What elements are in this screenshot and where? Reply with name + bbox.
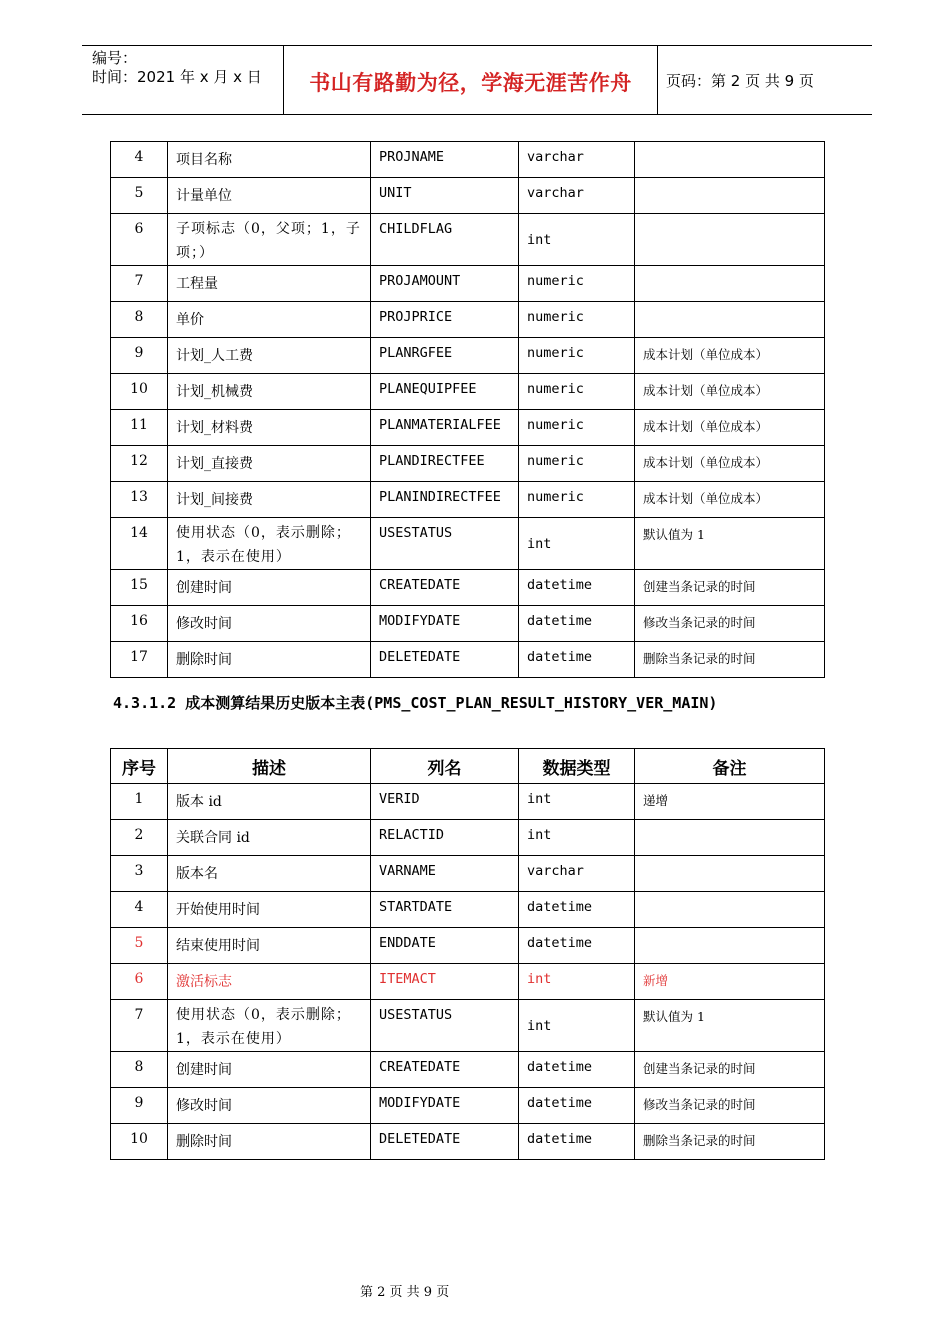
row-note — [635, 820, 825, 856]
row-description: 开始使用时间 — [168, 892, 371, 928]
table-row — [111, 606, 825, 642]
row-column-name: MODIFYDATE — [371, 606, 519, 642]
table-row — [111, 142, 825, 178]
row-number: 4 — [111, 892, 168, 928]
row-data-type: int — [519, 964, 635, 1000]
row-data-type: datetime — [519, 606, 635, 642]
row-column-name: STARTDATE — [371, 892, 519, 928]
table-row — [111, 856, 825, 892]
row-note — [635, 214, 825, 266]
row-column-name: USESTATUS — [371, 518, 519, 570]
row-data-type: datetime — [519, 892, 635, 928]
page-header — [82, 45, 872, 115]
row-description: 版本 id — [168, 784, 371, 820]
row-note: 默认值为 1 — [635, 1000, 825, 1052]
row-note — [635, 892, 825, 928]
history-version-table — [110, 748, 825, 1160]
row-description: 创建时间 — [168, 1052, 371, 1088]
row-number: 3 — [111, 856, 168, 892]
header-seq: 序号 — [111, 749, 168, 784]
row-column-name: VERID — [371, 784, 519, 820]
row-note — [635, 302, 825, 338]
row-note: 成本计划（单位成本） — [635, 338, 825, 374]
row-description: 关联合同 id — [168, 820, 371, 856]
row-column-name: CREATEDATE — [371, 570, 519, 606]
row-note — [635, 928, 825, 964]
row-column-name: PROJPRICE — [371, 302, 519, 338]
row-data-type: datetime — [519, 570, 635, 606]
section-heading: 4.3.1.2 成本测算结果历史版本主表(PMS_COST_PLAN_RESULT_HISTORY_VER_MAIN) — [113, 694, 718, 712]
table-row — [111, 1052, 825, 1088]
header-desc: 描述 — [168, 749, 371, 784]
row-number: 10 — [111, 1124, 168, 1160]
row-description: 激活标志 — [168, 964, 371, 1000]
row-data-type: datetime — [519, 1088, 635, 1124]
table-row — [111, 446, 825, 482]
row-data-type: numeric — [519, 374, 635, 410]
table-row — [111, 1000, 825, 1052]
row-description: 工程量 — [168, 266, 371, 302]
row-column-name: USESTATUS — [371, 1000, 519, 1052]
row-number: 15 — [111, 570, 168, 606]
row-number: 17 — [111, 642, 168, 678]
row-description: 版本名 — [168, 856, 371, 892]
row-data-type: datetime — [519, 928, 635, 964]
row-number: 10 — [111, 374, 168, 410]
row-data-type: datetime — [519, 642, 635, 678]
row-number: 6 — [111, 214, 168, 266]
row-number: 1 — [111, 784, 168, 820]
row-note: 递增 — [635, 784, 825, 820]
header-note: 备注 — [635, 749, 825, 784]
row-column-name: RELACTID — [371, 820, 519, 856]
table-row — [111, 820, 825, 856]
row-description: 子项标志（0，父项；1，子项；） — [168, 214, 371, 266]
header-slogan-cell — [284, 46, 658, 114]
header-page-info: 页码：第 2 页 共 9 页 — [666, 72, 814, 90]
row-note — [635, 142, 825, 178]
row-description: 结束使用时间 — [168, 928, 371, 964]
row-data-type: int — [519, 1000, 635, 1052]
row-description: 计量单位 — [168, 178, 371, 214]
row-note — [635, 266, 825, 302]
page-footer: 第 2 页 共 9 页 — [360, 1285, 450, 1300]
row-note: 成本计划（单位成本） — [635, 446, 825, 482]
row-column-name: PLANMATERIALFEE — [371, 410, 519, 446]
row-column-name: PLANDIRECTFEE — [371, 446, 519, 482]
row-column-name: VARNAME — [371, 856, 519, 892]
row-number: 7 — [111, 266, 168, 302]
table-row — [111, 410, 825, 446]
table-row — [111, 338, 825, 374]
table-row — [111, 518, 825, 570]
row-column-name: DELETEDATE — [371, 642, 519, 678]
row-description: 删除时间 — [168, 642, 371, 678]
table-row — [111, 266, 825, 302]
table-row — [111, 784, 825, 820]
table-row — [111, 374, 825, 410]
row-number: 16 — [111, 606, 168, 642]
field-table-body — [111, 142, 825, 678]
row-description: 计划_直接费 — [168, 446, 371, 482]
row-data-type: numeric — [519, 446, 635, 482]
row-data-type: int — [519, 820, 635, 856]
header-meta-cell — [82, 46, 284, 114]
row-data-type: varchar — [519, 178, 635, 214]
row-note: 修改当条记录的时间 — [635, 606, 825, 642]
row-note — [635, 178, 825, 214]
table-row — [111, 214, 825, 266]
row-number: 14 — [111, 518, 168, 570]
row-description: 使用状态（0，表示删除；1，表示在使用） — [168, 518, 371, 570]
row-data-type: numeric — [519, 266, 635, 302]
row-column-name: ITEMACT — [371, 964, 519, 1000]
row-data-type: numeric — [519, 482, 635, 518]
row-column-name: CREATEDATE — [371, 1052, 519, 1088]
row-description: 使用状态（0，表示删除；1，表示在使用） — [168, 1000, 371, 1052]
row-data-type: int — [519, 518, 635, 570]
table-row — [111, 1088, 825, 1124]
table-header-row — [111, 749, 825, 784]
row-data-type: datetime — [519, 1052, 635, 1088]
row-number: 9 — [111, 338, 168, 374]
row-note: 创建当条记录的时间 — [635, 570, 825, 606]
row-data-type: datetime — [519, 1124, 635, 1160]
table-row — [111, 1124, 825, 1160]
row-data-type: int — [519, 214, 635, 266]
row-description: 修改时间 — [168, 606, 371, 642]
row-note: 默认值为 1 — [635, 518, 825, 570]
table-row — [111, 570, 825, 606]
history-table-body — [111, 784, 825, 1160]
row-description: 修改时间 — [168, 1088, 371, 1124]
row-note: 新增 — [635, 964, 825, 1000]
row-column-name: MODIFYDATE — [371, 1088, 519, 1124]
table-row — [111, 642, 825, 678]
row-note: 成本计划（单位成本） — [635, 374, 825, 410]
header-page-cell — [658, 46, 872, 114]
row-column-name: PROJAMOUNT — [371, 266, 519, 302]
row-note: 成本计划（单位成本） — [635, 482, 825, 518]
row-number: 8 — [111, 302, 168, 338]
row-note: 删除当条记录的时间 — [635, 642, 825, 678]
field-table-continued — [110, 141, 825, 678]
table-row — [111, 178, 825, 214]
header-datatype: 数据类型 — [519, 749, 635, 784]
table-row — [111, 964, 825, 1000]
row-column-name: PROJNAME — [371, 142, 519, 178]
row-column-name: DELETEDATE — [371, 1124, 519, 1160]
table-row — [111, 482, 825, 518]
row-number: 2 — [111, 820, 168, 856]
row-data-type: varchar — [519, 856, 635, 892]
row-number: 5 — [111, 928, 168, 964]
row-column-name: PLANINDIRECTFEE — [371, 482, 519, 518]
row-number: 11 — [111, 410, 168, 446]
row-column-name: PLANEQUIPFEE — [371, 374, 519, 410]
row-description: 计划_机械费 — [168, 374, 371, 410]
row-description: 计划_人工费 — [168, 338, 371, 374]
table-row — [111, 892, 825, 928]
row-number: 4 — [111, 142, 168, 178]
table-row — [111, 302, 825, 338]
header-slogan: 书山有路勤为径，学海无涯苦作舟 — [309, 71, 632, 95]
row-note — [635, 856, 825, 892]
row-note: 创建当条记录的时间 — [635, 1052, 825, 1088]
document-number-label: 编号： — [92, 49, 138, 67]
row-description: 计划_间接费 — [168, 482, 371, 518]
row-note: 删除当条记录的时间 — [635, 1124, 825, 1160]
row-description: 项目名称 — [168, 142, 371, 178]
row-data-type: numeric — [519, 302, 635, 338]
row-description: 计划_材料费 — [168, 410, 371, 446]
row-number: 9 — [111, 1088, 168, 1124]
header-column: 列名 — [371, 749, 519, 784]
document-date-label: 时间：2021 年 x 月 x 日 — [92, 68, 262, 86]
row-column-name: PLANRGFEE — [371, 338, 519, 374]
row-number: 8 — [111, 1052, 168, 1088]
row-data-type: int — [519, 784, 635, 820]
row-data-type: varchar — [519, 142, 635, 178]
row-column-name: UNIT — [371, 178, 519, 214]
row-data-type: numeric — [519, 338, 635, 374]
row-note: 修改当条记录的时间 — [635, 1088, 825, 1124]
row-number: 5 — [111, 178, 168, 214]
row-number: 6 — [111, 964, 168, 1000]
row-note: 成本计划（单位成本） — [635, 410, 825, 446]
row-column-name: ENDDATE — [371, 928, 519, 964]
row-number: 13 — [111, 482, 168, 518]
row-column-name: CHILDFLAG — [371, 214, 519, 266]
row-number: 12 — [111, 446, 168, 482]
row-description: 创建时间 — [168, 570, 371, 606]
row-description: 单价 — [168, 302, 371, 338]
row-number: 7 — [111, 1000, 168, 1052]
row-description: 删除时间 — [168, 1124, 371, 1160]
table-row — [111, 928, 825, 964]
row-data-type: numeric — [519, 410, 635, 446]
